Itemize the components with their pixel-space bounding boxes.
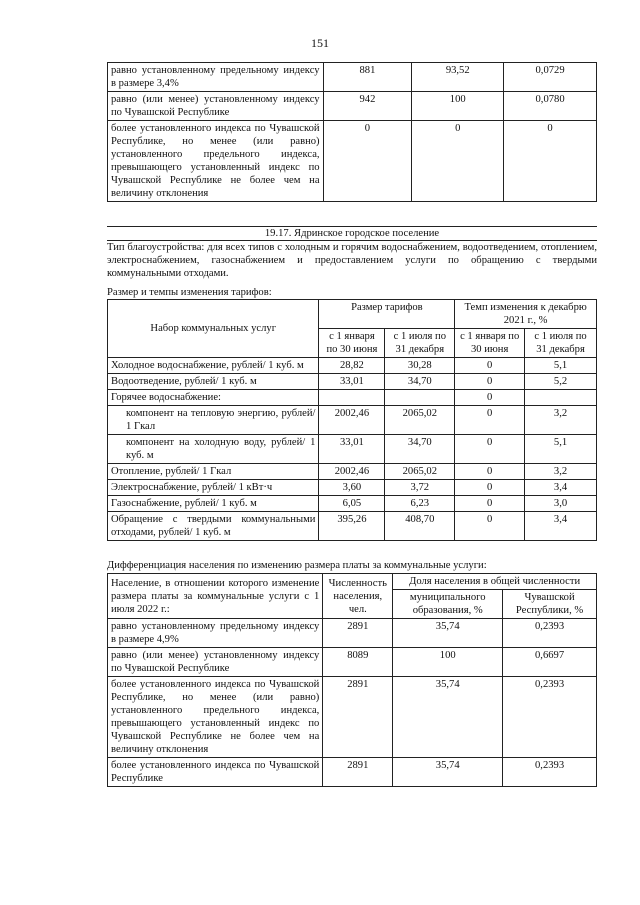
republic-share: 0,2393 [503,677,597,758]
service-name: Электроснабжение, рублей/ 1 кВт·ч [108,480,319,496]
rate-jan: 0 [455,390,525,406]
table-row [108,677,597,758]
population-count: 2891 [323,619,393,648]
rate-jul: 3,4 [525,480,597,496]
row-label: равно установленному предельному индексу в размере 3,4% [108,63,324,92]
tariff-jul: 2065,02 [385,464,455,480]
municipal-share: 0 [412,121,504,202]
service-name: Горячее водоснабжение: [108,390,319,406]
table-row [108,435,597,464]
tariff-jul: 408,70 [385,512,455,541]
table-row [108,92,597,121]
republic-share: 0,6697 [503,648,597,677]
row-label: равно (или менее) установленному индексу по Чувашской Республике [108,92,324,121]
republic-share: 0,2393 [503,758,597,787]
table-row [108,390,597,406]
share-header: Доля населения в общей численности [393,574,597,590]
rate-jan: 0 [455,512,525,541]
tariff-jan-jun-header: с 1 января по 30 июня [319,329,385,358]
table-row [108,619,597,648]
table-row [108,496,597,512]
table-row [108,406,597,435]
population-count: 8089 [323,648,393,677]
tariff-jul: 3,72 [385,480,455,496]
row-label: более установленного индекса по Чувашской Республике, но менее (или равно) установленного предельного индекса, превышающего установленный индекс по Чувашской Республике не более чем на величину отклонения [108,677,323,758]
services-header: Набор коммунальных услуг [108,300,319,358]
table-row [108,121,597,202]
tariffs-caption: Размер и темпы изменения тарифов: [107,287,272,298]
rate-jul-dec-header: с 1 июля по 31 декабря [525,329,597,358]
rate-jul: 3,2 [525,406,597,435]
rate-jan: 0 [455,480,525,496]
republic-share: 0,0780 [504,92,597,121]
republic-share: 0,2393 [503,619,597,648]
population-count: 881 [323,63,412,92]
population-count: 2891 [323,758,393,787]
tariff-jul: 34,70 [385,435,455,464]
tariff-jan: 33,01 [319,374,385,390]
table-row [108,358,597,374]
top-differentiation-table [107,62,597,202]
table-row [108,648,597,677]
differentiation-caption: Дифференциация населения по изменению размера платы за коммунальные услуги: [107,560,487,571]
municipal-share: 100 [393,648,503,677]
republic-share: 0 [504,121,597,202]
population-header: Население, в отношении которого изменение размера платы за коммунальные услуги с 1 июля 2022 г.: [108,574,323,619]
rate-jul: 3,2 [525,464,597,480]
republic-share: 0,0729 [504,63,597,92]
tariff-jan [319,390,385,406]
service-name: компонент на тепловую энергию, рублей/ 1 Гкал [108,406,319,435]
tariff-jan: 33,01 [319,435,385,464]
population-count: 942 [323,92,412,121]
improvement-type-text: Тип благоустройства: для всех типов с холодным и горячим водоснабжением, водоотведением, отоплением, электроснабжением, газоснабжением и предоставлением услуги по обращению с твердыми коммунальными отходами. [107,242,597,279]
municipal-share: 93,52 [412,63,504,92]
rate-jan: 0 [455,406,525,435]
municipal-share: 35,74 [393,619,503,648]
rate-jul: 3,4 [525,512,597,541]
tariff-jul [385,390,455,406]
tariff-jan: 3,60 [319,480,385,496]
tariff-size-header: Размер тарифов [319,300,455,329]
row-label: более установленного индекса по Чувашской Республике [108,758,323,787]
section-title: 19.17. Ядринское городское поселение [107,226,597,241]
rate-jul: 5,1 [525,358,597,374]
service-name: компонент на холодную воду, рублей/ 1 куб. м [108,435,319,464]
tariff-jan: 6,05 [319,496,385,512]
municipal-share: 100 [412,92,504,121]
table-row [108,464,597,480]
tariff-jul: 6,23 [385,496,455,512]
tariff-jan: 28,82 [319,358,385,374]
tariff-table [107,299,597,541]
differentiation-table [107,573,597,787]
municipal-share: 35,74 [393,677,503,758]
table-row [108,480,597,496]
service-name: Холодное водоснабжение, рублей/ 1 куб. м [108,358,319,374]
row-label: равно установленному предельному индексу в размере 4,9% [108,619,323,648]
rate-jan: 0 [455,374,525,390]
row-label: равно (или менее) установленному индексу по Чувашской Республике [108,648,323,677]
population-count: 0 [323,121,412,202]
tariff-jan: 2002,46 [319,406,385,435]
municipal-header: муниципального образования, % [393,590,503,619]
service-name: Отопление, рублей/ 1 Гкал [108,464,319,480]
population-count: 2891 [323,677,393,758]
rate-jul: 3,0 [525,496,597,512]
service-name: Водоотведение, рублей/ 1 куб. м [108,374,319,390]
rate-jan: 0 [455,464,525,480]
tariff-jul: 34,70 [385,374,455,390]
row-label: более установленного индекса по Чувашской Республике, но менее (или равно) установленного предельного индекса, превышающего установленный индекс по Чувашской Республике не более чем на величину отклонения [108,121,324,202]
municipal-share: 35,74 [393,758,503,787]
page-number: 151 [311,36,329,50]
rate-jul [525,390,597,406]
rate-jan: 0 [455,496,525,512]
table-row [108,512,597,541]
tariff-jan: 395,26 [319,512,385,541]
rate-jan: 0 [455,358,525,374]
change-rate-header: Темп изменения к декабрю 2021 г., % [455,300,597,329]
rate-jul: 5,1 [525,435,597,464]
rate-jul: 5,2 [525,374,597,390]
rate-jan-jun-header: с 1 января по 30 июня [455,329,525,358]
tariff-jul: 2065,02 [385,406,455,435]
republic-header: Чувашской Республики, % [503,590,597,619]
tariff-jul: 30,28 [385,358,455,374]
table-row [108,374,597,390]
service-name: Обращение с твердыми коммунальными отходами, рублей/ 1 куб. м [108,512,319,541]
table-row [108,758,597,787]
table-row [108,63,597,92]
tariff-jan: 2002,46 [319,464,385,480]
rate-jan: 0 [455,435,525,464]
count-header: Численность населения, чел. [323,574,393,619]
tariff-jul-dec-header: с 1 июля по 31 декабря [385,329,455,358]
service-name: Газоснабжение, рублей/ 1 куб. м [108,496,319,512]
